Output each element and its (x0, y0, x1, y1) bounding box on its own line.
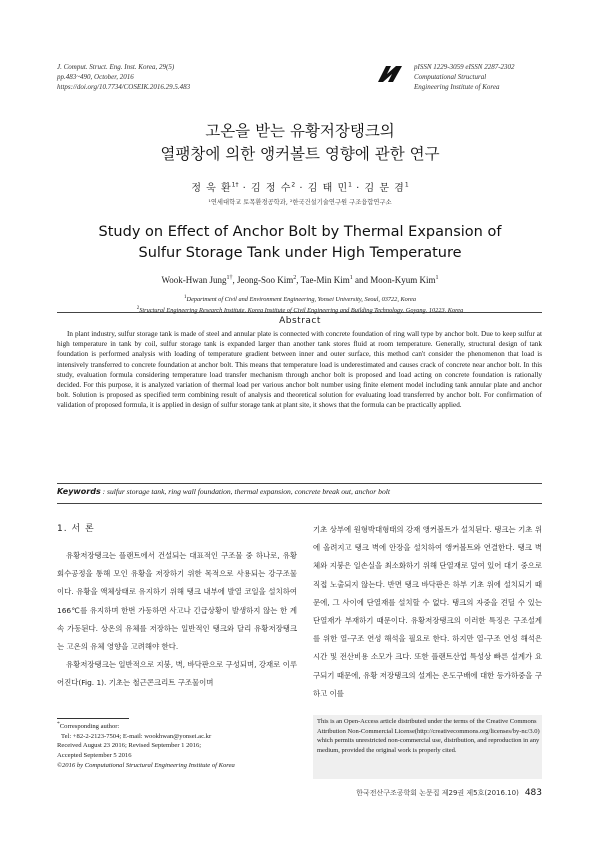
author-name: 김 태 민 (307, 183, 349, 194)
footnote (57, 720, 302, 770)
author-separator: · (295, 183, 308, 194)
author-name: Moon-Kyum Kim (370, 275, 436, 285)
author-sup: 2 (293, 275, 297, 281)
author-name: 김 정 수 (251, 183, 292, 194)
abstract-bottom-rule (57, 483, 542, 484)
author-name: 정 욱 환 (191, 183, 232, 194)
affiliation-line: $^1$Department of Civil and Environment Engineering, Yonsei University, Seoul, 03722, Korea (184, 295, 416, 304)
accepted-line: Accepted September 5 2016 (57, 751, 132, 759)
paragraph: 기초 상부에 원형박대형태의 강재 앵커볼트가 설치된다. 탱크는 기초 위에 올려지고 탱크 벽에 안장을 설치하여 앵커볼트와 연결한다. 탱크 벽체와 지붕은 일손실을 최소화하기 위해 단열재로 덮여 있어 대기 중으로 직접 노출되지 않는다. 반면 탱크 바닥판은 하부 기초 위에 설치되기 때문에, 그 사이에 단열재를 설치할 수 없다. 탱크의 자중을 견딜 수 있는 단열재가 부재하기 때문이다. 유황저장탱크의 이러한 특징은 구조설계를 위한 열-구조 연성 해석을 필요로 한다. 하지만 열-구조 연성 해석은 시간 및 전산비용 소모가 크다. 또한 플랜트산업 특성상 빠른 설계가 요구되기 때문에, 유황 저장탱크의 설계는 온도구배에 대한 등가하중을 구하고 이를 (313, 525, 542, 698)
korean-affiliation: ¹연세대학교 토목환경공학과, ²한국건설기술연구원 구조융합연구소 (208, 199, 392, 206)
author-sup: 2 (291, 181, 296, 189)
journal-line: pp.483~490, October, 2016 (57, 73, 134, 81)
korean-title-line: 고온을 받는 유황저장탱크의 (205, 122, 395, 140)
license-text: This is an Open-Access article distributed under the terms of the Creative Commons Attribution Non-Commercial License(http://creativecommons.org/licenses/by-nc/3.0) which permits unrestricted non-commercial use, distribution, and reproduction in any medium, provided the original work is properly cited. (317, 718, 540, 754)
journal-reference: 한국전산구조공학회 논문집 제29권 제5호(2016.10) (356, 789, 519, 797)
abstract-heading: Abstract (279, 316, 321, 326)
issn-block (414, 62, 515, 92)
english-authors: Wook-Hwan Jung$^{1\dagger}$, Jeong-Soo Kim$^2$, Tae-Min Kim$^1$ and Moon-Kyum Kim$^1$ (161, 275, 439, 285)
author-sup: 1† (231, 181, 239, 189)
english-title (0, 222, 600, 264)
abstract-body: In plant industry, sulfur storage tank is made of steel and annular plate is connected with concrete foundation of ring wall type by anchor bolt. Due to keep sulfur at high temperature in tank by coil, sulfur storage tank is expanded larger than another tank stores fluid at room temperature. Generally, structural design of tank foundation is performed analysis with loading of temperature gradient between inner and outer surface, this method can't consider the phenomenon that load is intensively transferred to concrete foundation at anchor bolt. This means that temperature load is underestimated and causes crack of concrete near anchor bolt. In this study, evaluation formula considering temperature load transfer mechanism through anchor bolt is proposed and load acting on concrete foundation is rationally decided. For this purpose, it is analyzed variation of thermal load per various anchor bolt number using finite element model including tank annular plate and anchor bolt. Solution is proposed as specified term combining result of analysis and theoretical solution for evaluating load transferred by anchor bolt. For confirmation of validation of proposed formula, it is applied in design of sulfur storage tank at plant site, it shows that the formula can be practically applied. (57, 330, 542, 410)
korean-title (0, 120, 600, 166)
contact-line: Tel: +82-2-2123-7504; E-mail: wookhwan@yonsei.ac.kr (61, 732, 212, 740)
abstract-top-rule (57, 312, 542, 313)
korean-title-line: 열팽창에 의한 앵커볼트 영향에 관한 연구 (160, 145, 440, 163)
author-sup: 1† (226, 275, 233, 281)
issn-line: pISSN 1229-3059 eISSN 2287-2302 (414, 63, 515, 71)
author-sup: 1 (435, 275, 439, 281)
publisher-line: Engineering Institute of Korea (414, 83, 500, 91)
section-title: 1. 서 론 (57, 524, 95, 534)
page-footer (313, 788, 542, 798)
left-column (57, 547, 297, 693)
author-name: Wook-Hwan Jung (161, 275, 227, 285)
copyright-line: ©2016 by Computational Structural Engineering Institute of Korea (57, 761, 235, 769)
corresponding-text: Corresponding author: (59, 723, 120, 731)
doi-link[interactable]: https://doi.org/10.7734/COSEIK.2016.29.5.483 (57, 83, 191, 91)
author-sup: 1 (404, 181, 409, 189)
corresponding-label: *Corresponding author: (57, 721, 120, 731)
affiliation-text: Department of Civil and Environment Engineering, Yonsei University, Seoul, 03722, Korea (186, 296, 416, 304)
author-separator: · (238, 183, 252, 194)
author-sup: 1 (349, 275, 353, 281)
author-separator: · (351, 183, 365, 194)
journal-citation (57, 62, 190, 92)
paragraph: 유황저장탱크는 일반적으로 지붕, 벽, 바닥판으로 구성되며, 강재로 이루어진다(Fig. 1). 기초는 철근콘크리트 구조물이며 (57, 660, 297, 688)
keywords-label: Keywords (57, 487, 101, 496)
keywords-bottom-rule (57, 503, 542, 504)
cesik-logo-icon (376, 64, 404, 84)
keywords (57, 487, 542, 496)
footnote-rule (57, 718, 129, 719)
author-name: Jeong-Soo Kim (237, 275, 294, 285)
korean-authors (0, 179, 600, 194)
author-sup: 1 (348, 181, 352, 189)
affiliation-text: Structural Engineering Research Institute, Korea Institute of Civil Engineering and Building Technology, Goyang, 10223, Korea (139, 307, 464, 315)
publisher-line: Computational Structural (414, 73, 487, 81)
journal-line: J. Comput. Struct. Eng. Inst. Korea, 29(5) (57, 63, 175, 71)
keywords-text: : sulfur storage tank, ring wall foundation, thermal expansion, concrete break out, anchor bolt (100, 487, 390, 496)
received-line: Received August 23 2016; Revised September 1 2016; (57, 742, 202, 750)
page-number: 483 (524, 788, 542, 798)
paragraph: 유황저장탱크는 플랜트에서 건설되는 대표적인 구조물 중 하나로, 유황회수공정을 통해 모인 유황을 저장하기 위한 목적으로 사용되는 강구조물이다. 유황을 액체상태로 유지하기 위해 탱크 내부에 발열 코일을 설치하여 166℃를 유지하며 한번 가동하면 사고나 긴급상황이 발생하지 않는 한 계속 가동된다. 상온의 유체를 저장하는 일반적인 탱크와 달리 유황저장탱크는 고온의 유체 영향을 고려해야 한다. (57, 551, 297, 652)
english-title-line: Study on Effect of Anchor Bolt by Thermal Expansion of (98, 224, 502, 240)
affiliation-line: $^2$Structural Engineering Research Institute, Korea Institute of Civil Engineering and Building Technology, Goyang, 10223, Korea (136, 306, 464, 315)
author-name: 김 문 겸 (364, 183, 405, 194)
author-name: Tae-Min Kim (300, 275, 350, 285)
english-title-line: Sulfur Storage Tank under High Temperature (138, 245, 462, 261)
right-column (313, 521, 542, 703)
